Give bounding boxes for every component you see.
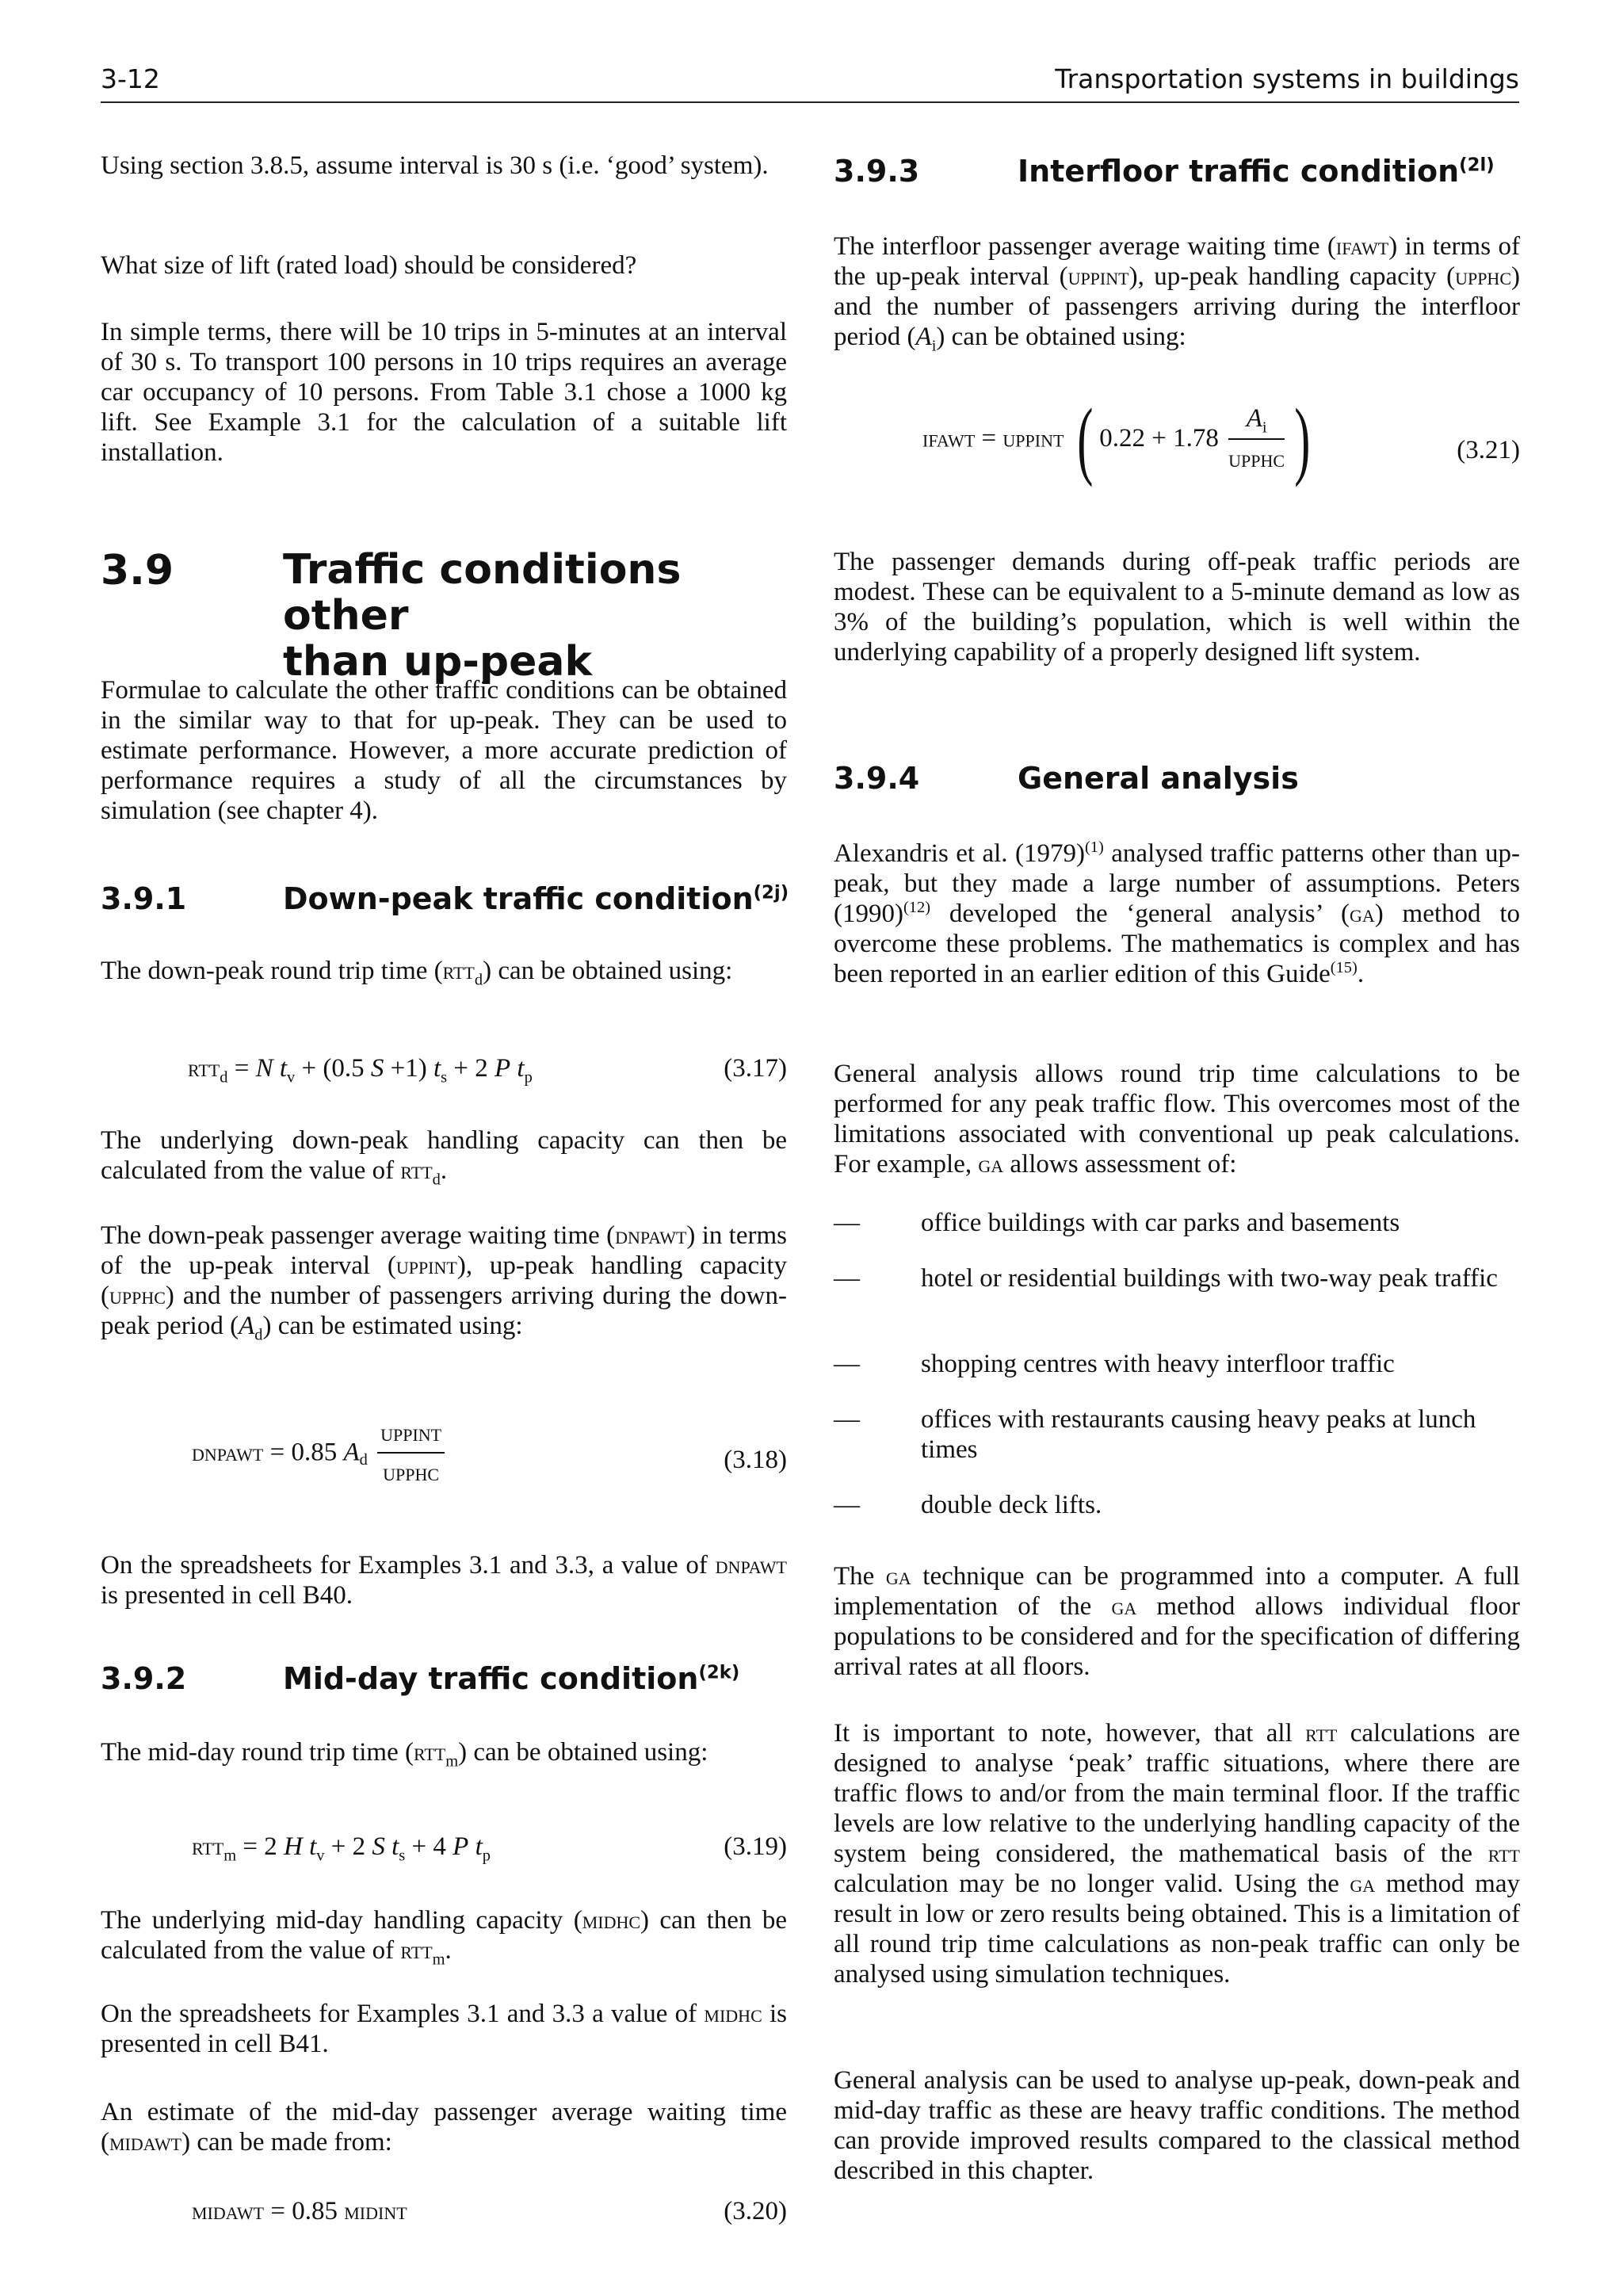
section-3-9-2-title	[283, 1661, 790, 1696]
paragraph-formulae: Formulae to calculate the other traffic conditions can be obtained in the similar way to that for up-peak. They can be used to estimate performance. However, a more accurate prediction of performance requires a study of all the circumstances by simulation (see chapter 4).	[101, 676, 787, 825]
section-3-9-4-number: 3.9.4	[834, 761, 920, 796]
left-paren: (	[1076, 390, 1094, 487]
paragraph-simple-terms: In simple terms, there will be 10 trips in 5-minutes at an interval of 30 s. To transport 100 persons in 10 trips requires an average car occupancy of 10 persons. From Table 3.1 chose a 1000 kg lift. See Example 3.1 for the calculation of a suitable lift installation.	[101, 318, 787, 467]
equation-3-20-number: (3.20)	[724, 2197, 787, 2225]
section-3-9-3-title-text: Interfloor traffic condition	[1018, 154, 1460, 189]
running-title: Transportation systems in buildings	[1055, 63, 1519, 94]
section-3-9-1-title-text: Down-peak traffic condition	[283, 881, 754, 916]
paragraph-dnpawt: The down-peak passenger average waiting time (dnpawt) in terms of the up-peak interval (uppint), up-peak handling capacity (upphc) and the number of passengers arriving during the down-peak period $(A_d)$ can be estimated using:	[101, 1221, 787, 1344]
equation-3-20: midawt = 0.85 midint (3.20)	[192, 2197, 787, 2225]
section-3-9-title-line2: than up-peak	[283, 638, 593, 686]
paragraph-down-peak-rtt: The down-peak round trip time (rtt$_d$) can be obtained using:	[101, 957, 733, 989]
equation-3-18-fraction: $\frac{\text{uppint}}{\text{upphc}}$	[377, 1419, 445, 1487]
section-3-9-1-title	[283, 881, 790, 916]
equation-3-21: ifawt = uppint ( 0.22 + 1.78 $\frac{A_i}{\text{upphc}}$ ) (3.21)	[922, 390, 1520, 487]
section-3-9-2-title-text: Mid-day traffic condition	[283, 1661, 699, 1696]
paragraph-mid-day-rtt: The mid-day round trip time (rtt$_m$) can be obtained using:	[101, 1738, 708, 1771]
section-3-9-3-ref: (2l)	[1459, 155, 1495, 176]
equation-3-18-number: (3.18)	[724, 1446, 787, 1474]
paragraph-midhc-cell: On the spreadsheets for Examples 3.1 and 3.3 a value of midhc is presented in cell B41.	[101, 2000, 787, 2058]
paragraph-interval: Using section 3.8.5, assume interval is 30 s (i.e. ‘good’ system).	[101, 151, 769, 180]
section-3-9-number: 3.9	[101, 547, 174, 594]
section-3-9-1-ref: (2j)	[753, 882, 789, 904]
paragraph-off-peak: The passenger demands during off-peak traffic periods are modest. These can be equivalent to a 5-minute demand as low as 3% of the building’s population, which is well within the underlying capability of a properly designed lift system.	[834, 548, 1520, 667]
equation-3-19-number: (3.19)	[724, 1832, 787, 1861]
section-3-9-1-number: 3.9.1	[101, 881, 187, 916]
paragraph-down-peak-hc: The underlying down-peak handling capacity can then be calculated from the value of rtt$_d$.	[101, 1126, 787, 1189]
paragraph-general-analysis-allows: General analysis allows round trip time calculations to be performed for any peak traffic flow. This overcomes most of the limitations associated with conventional up peak calculations. For example, ga allows assessment of:	[834, 1060, 1520, 1179]
paragraph-dnpawt-cell: On the spreadsheets for Examples 3.1 and 3.3, a value of dnpawt is presented in cell B40.	[101, 1551, 787, 1610]
paragraph-general-analysis-conclusion: General analysis can be used to analyse up-peak, down-peak and mid-day traffic as these are heavy traffic conditions. The method can provide improved results compared to the classical method described in this chapter.	[834, 2066, 1520, 2185]
section-3-9-3-title	[1018, 154, 1525, 189]
section-3-9-2-number: 3.9.2	[101, 1661, 187, 1696]
equation-3-21-number: (3.21)	[1457, 436, 1520, 464]
paragraph-midawt: An estimate of the mid-day passenger average waiting time (midawt) can be made from:	[101, 2098, 787, 2157]
equation-3-18: dnpawt = 0.85 $A_d$ $\frac{\text{uppint}}{\text{upphc}}$ (3.18)	[192, 1419, 787, 1486]
equation-3-17-number: (3.17)	[724, 1054, 787, 1083]
equation-3-21-fraction: $\frac{A_i}{\text{upphc}}$	[1228, 404, 1285, 472]
section-3-9-2-ref: (2k)	[698, 1662, 740, 1683]
section-3-9-title	[283, 547, 806, 685]
paragraph-lift-size-question: What size of lift (rated load) should be considered?	[101, 251, 637, 280]
section-3-9-4-title: General analysis	[1018, 761, 1299, 796]
paragraph-ifawt: The interfloor passenger average waiting time (ifawt) in terms of the up-peak interval (uppint), up-peak handling capacity (upphc) and the number of passengers arriving during the interfloor period $(A_i)$ can be obtained using:	[834, 232, 1520, 355]
paragraph-midhc: The underlying mid-day handling capacity (midhc) can then be calculated from the value of rtt$_m$.	[101, 1906, 787, 1969]
paragraph-ga-technique: The ga technique can be programmed into a computer. A full implementation of the ga method allows individual floor populations to be considered and for the specification of differing arrival rates at all floors.	[834, 1562, 1520, 1681]
page-header	[101, 54, 1519, 103]
paragraph-important-note: It is important to note, however, that all rtt calculations are designed to analyse ‘peak’ traffic situations, where there are traffic flows to and/or from the main terminal floor. If the traffic levels are low relative to the underlying handling capacity of the system being considered, the mathematical basis of the rtt calculation may be no longer valid. Using the ga method may result in low or zero results being obtained. This is a limitation of all round trip time calculations as non-peak traffic can only be analysed using simulation techniques.	[834, 1719, 1520, 1988]
section-3-9-3-number: 3.9.3	[834, 154, 920, 189]
equation-3-17: rtt$_d$ = N $t_v + (0.5$ S +1) $t_s + 2$ P $t_p$ (3.17)	[188, 1054, 787, 1087]
section-3-9-title-line1: Traffic conditions other	[283, 546, 682, 640]
paragraph-alexandris: Alexandris et al. $(1979)^{(1)}$ analysed traffic patterns other than up-peak, but they made a large number of assumptions. Peters $(1990)^{(12)}$ developed the ‘general analysis’ (ga) method to overcome these problems. The mathematics is complex and has been reported in an earlier edition of this Guide$^{(15)}$.	[834, 839, 1520, 988]
right-paren: )	[1294, 390, 1311, 487]
page-number: 3-12	[101, 63, 160, 94]
equation-3-19: rtt$_m$ = 2 H $t_v + 2$ S $t_s + 4$ P $t_p$ (3.19)	[192, 1832, 787, 1865]
